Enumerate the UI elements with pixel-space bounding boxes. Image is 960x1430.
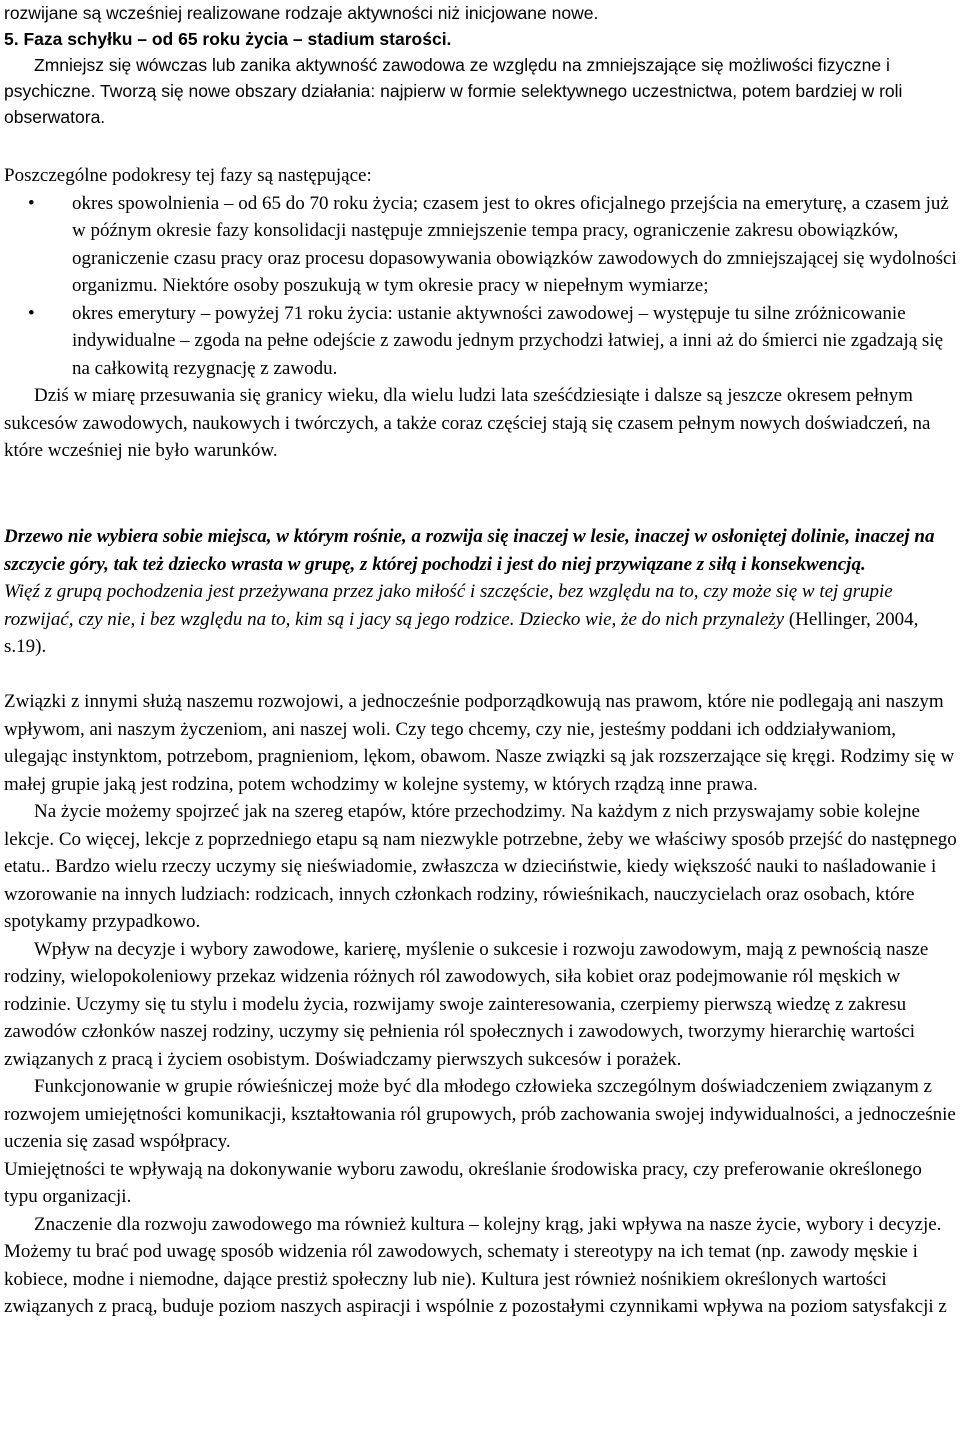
quote-paragraph bbox=[4, 578, 958, 661]
paragraph: Wpływ na decyzje i wybory zawodowe, karierę, myślenie o sukcesie i rozwoju zawodowym, mają z pewnością nasze rodziny, wielopokoleniowy przekaz widzenia różnych ról zawodowych, siła kobiet oraz podejmowanie ról męskich w rodzinie. Uczymy się tu stylu i modelu życia, rozwijamy swoje zainteresowania, czerpiemy pierwszą wiedzę z zakresu zawodów członków naszej rodziny, uczymy się pełnienia ról społecznych i zawodowych, tworzymy hierarchię wartości związanych z pracą i życiem osobistym. Doświadczamy pierwszych sukcesów i porażek. bbox=[4, 938, 929, 1070]
subperiods-intro: Poszczególne podokresy tej fazy są następujące: bbox=[4, 165, 372, 186]
phase-subperiods bbox=[4, 162, 958, 465]
citation: (Hellinger, 2004, s.19). bbox=[4, 608, 919, 657]
motto: Drzewo nie wybiera sobie miejsca, w którym rośnie, a rozwija się inaczej w lesie, inaczej w osłoniętej dolinie, inaczej na szczycie góry, tak też dziecko wrasta w grupę, z której pochodzi i jest do niej przywiązane z siłą i konsekwencją. bbox=[4, 526, 935, 575]
paragraph: Funkcjonowanie w grupie rówieśniczej może być dla młodego człowieka szczególnym doświadczeniem związanym z rozwojem umiejętności komunikacji, kształtowania ról grupowych, prób zachowania swojej indywidualności, a jednocześnie uczenia się zasad współpracy. bbox=[4, 1076, 956, 1152]
bullet-list bbox=[4, 190, 958, 383]
quote-block bbox=[4, 523, 958, 661]
text-line: rozwijane są wcześniej realizowane rodzaje aktywności niż inicjowane nowe. bbox=[4, 3, 599, 23]
body-text bbox=[4, 688, 958, 1321]
bullet-icon: • bbox=[28, 192, 35, 214]
section-heading: 5. Faza schyłku – od 65 roku życia – stadium starości. bbox=[4, 29, 452, 49]
paragraph: Zmniejsz się wówczas lub zanika aktywność zawodowa ze względu na zmniejszające się możliwości fizyczne i psychiczne. Tworzą się nowe obszary działania: najpierw w formie selektywnego uczestnictwa, potem bardziej w roli obserwatora. bbox=[4, 55, 903, 127]
list-item-text: okres emerytury – powyżej 71 roku życia: ustanie aktywności zawodowej – występuje tu silne zróżnicowanie indywidualne – zgoda na pełne odejście z zawodu jednym przychodzi łatwiej, a inni aż do śmierci nie zgadzają się na całkowitą rezygnację z zawodu. bbox=[72, 302, 944, 379]
list-item bbox=[4, 190, 958, 300]
paragraph: Na życie możemy spojrzeć jak na szereg etapów, które przechodzimy. Na każdym z nich przyswajamy sobie kolejne lekcje. Co więcej, lekcje z poprzedniego etapu są nam niezwykle potrzebne, żeby we właściwy sposób przejść do następnego etatu.. Bardzo wielu rzeczy uczymy się nieświadomie, zwłaszcza w dzieciństwie, kiedy większość nauki to naśladowanie i wzorowanie na innych ludziach: rodzicach, innych członkach rodziny, rówieśnikach, nauczycielach oraz osobach, które spotykamy przypadkowo. bbox=[4, 801, 957, 932]
list-item-text: okres spowolnienia – od 65 do 70 roku życia; czasem jest to okres oficjalnego przejścia na emeryturę, a czasem już w późnym okresie fazy konsolidacji następuje zmniejszenie tempa pracy, ograniczenie zakresu obowiązków, ograniczenie czasu pracy oraz procesu dopasowywania obowiązków zawodowych do zmniejszającej się wydolności organizmu. Niektóre osoby poszukują w tym okresie pracy w niepełnym wymiarze; bbox=[72, 192, 957, 296]
paragraph: Umiejętności te wpływają na dokonywanie wyboru zawodu, określanie środowiska pracy, czy preferowanie określonego typu organizacji. bbox=[4, 1158, 922, 1207]
bullet-icon: • bbox=[28, 302, 35, 324]
list-item bbox=[4, 300, 958, 383]
quote-text: Więź z grupą pochodzenia jest przeżywana przez jako miłość i szczęście, bez względu na to, czy może się w tej grupie rozwijać, czy nie, i bez względu na to, kim są i jacy są jego rodzice. Dziecko wie, że do nich przynależy bbox=[4, 581, 893, 630]
career-stages-section bbox=[4, 0, 958, 130]
paragraph: Dziś w miarę przesuwania się granicy wieku, dla wielu ludzi lata sześćdziesiąte i dalsze są jeszcze okresem pełnym sukcesów zawodowych, naukowych i twórczych, a także coraz częściej stają się czasem pełnym nowych doświadczeń, na które wcześniej nie było warunków. bbox=[4, 385, 931, 461]
paragraph: Związki z innymi służą naszemu rozwojowi, a jednocześnie podporządkowują nas prawom, które nie podlegają ani naszym wpływom, ani naszym życzeniom, ani naszej woli. Czy tego chcemy, czy nie, jesteśmy poddani ich oddziaływaniom, ulegając instynktom, potrzebom, pragnieniom, lękom, obawom. Nasze związki są jak rozszerzające się kręgi. Rodzimy się w małej grupie jaką jest rodzina, potem wchodzimy w kolejne systemy, w których rządzą inne prawa. bbox=[4, 691, 955, 795]
paragraph: Znaczenie dla rozwoju zawodowego ma również kultura – kolejny krąg, jaki wpływa na nasze życie, wybory i decyzje. Możemy tu brać pod uwagę sposób widzenia ról zawodowych, schematy i stereotypy na ich temat (np. zawody męskie i kobiece, modne i niemodne, dające prestiż społeczny lub nie). Kultura jest również nośnikiem określonych wartości związanych z pracą, buduje poziom naszych aspiracji i wspólnie z pozostałymi czynnikami wpływa na poziom satysfakcji z bbox=[4, 1213, 947, 1317]
